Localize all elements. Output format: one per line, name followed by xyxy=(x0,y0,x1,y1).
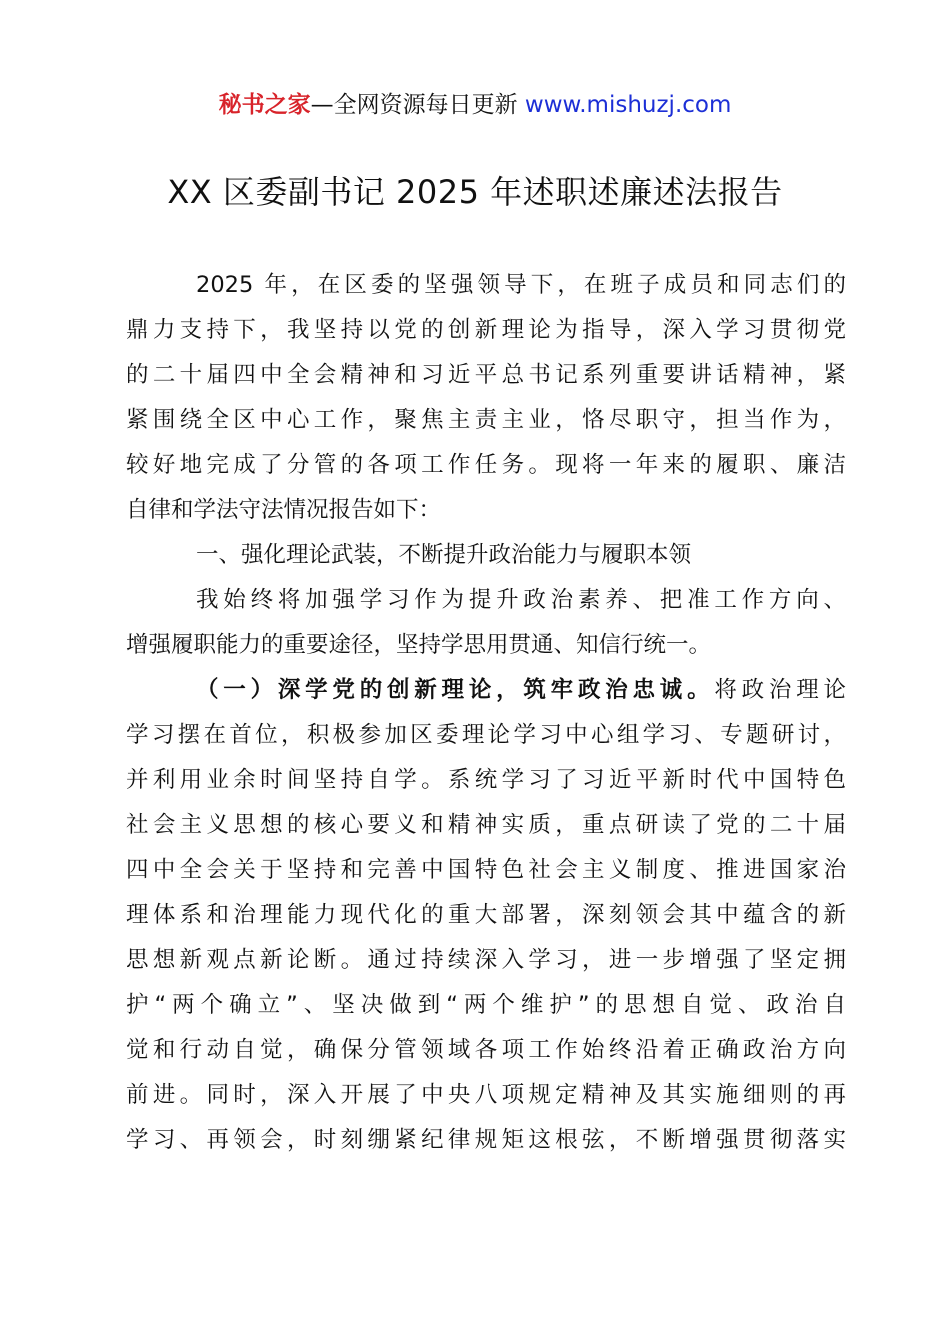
subheading-rest: 将政治理论 xyxy=(714,677,846,703)
paragraph-line: 自律和学法守法情况报告如下： xyxy=(126,497,442,523)
document-body xyxy=(126,263,846,1163)
paragraph-line: 的二十届四中全会精神和习近平总书记系列重要讲话精神，紧 xyxy=(126,362,846,388)
paragraph-line: 理体系和治理能力现代化的重大部署，深刻领会其中蕴含的新 xyxy=(126,902,846,928)
paragraph-line: 我始终将加强学习作为提升政治素养、把准工作方向、 xyxy=(196,587,846,613)
paragraph-line: 增强履职能力的重要途径，坚持学思用贯通、知信行统一。 xyxy=(126,632,712,658)
brand-name: 秘书之家 xyxy=(218,92,311,118)
paragraph-line: 四中全会关于坚持和完善中国特色社会主义制度、推进国家治 xyxy=(126,857,846,883)
header-slogan: —全网资源每日更新 xyxy=(310,92,518,118)
paragraph-line: 觉和行动自觉，确保分管领域各项工作始终沿着正确政治方向 xyxy=(126,1037,846,1063)
section-heading: 一、强化理论武装，不断提升政治能力与履职本领 xyxy=(196,542,692,568)
site-header xyxy=(0,88,950,122)
site-url-link[interactable]: www.mishuzj.com xyxy=(524,92,732,118)
paragraph-line: 并利用业余时间坚持自学。系统学习了习近平新时代中国特色 xyxy=(126,767,846,793)
paragraph-line: 较好地完成了分管的各项工作任务。现将一年来的履职、廉洁 xyxy=(126,452,846,478)
paragraph-line: 2025 年，在区委的坚强领导下，在班子成员和同志们的 xyxy=(196,272,846,298)
paragraph-line-with-subheading xyxy=(126,668,846,713)
paragraph-line: 学习摆在首位，积极参加区委理论学习中心组学习、专题研讨， xyxy=(126,722,846,748)
paragraph-line: 社会主义思想的核心要义和精神实质，重点研读了党的二十届 xyxy=(126,812,846,838)
subheading-lead: （一）深学党的创新理论，筑牢政治忠诚。 xyxy=(196,677,715,703)
document-title: XX 区委副书记 2025 年述职述廉述法报告 xyxy=(167,173,783,211)
paragraph-line: 思想新观点新论断。通过持续深入学习，进一步增强了坚定拥 xyxy=(126,947,846,973)
paragraph-line: 鼎力支持下，我坚持以党的创新理论为指导，深入学习贯彻党 xyxy=(126,317,846,343)
paragraph-line: 前进。同时，深入开展了中央八项规定精神及其实施细则的再 xyxy=(126,1082,846,1108)
paragraph-line: 学习、再领会，时刻绷紧纪律规矩这根弦，不断增强贯彻落实 xyxy=(126,1127,846,1153)
paragraph-line: 护“两个确立”、坚决做到“两个维护”的思想自觉、政治自 xyxy=(126,992,846,1018)
paragraph-line: 紧围绕全区中心工作，聚焦主责主业，恪尽职守，担当作为， xyxy=(126,407,846,433)
